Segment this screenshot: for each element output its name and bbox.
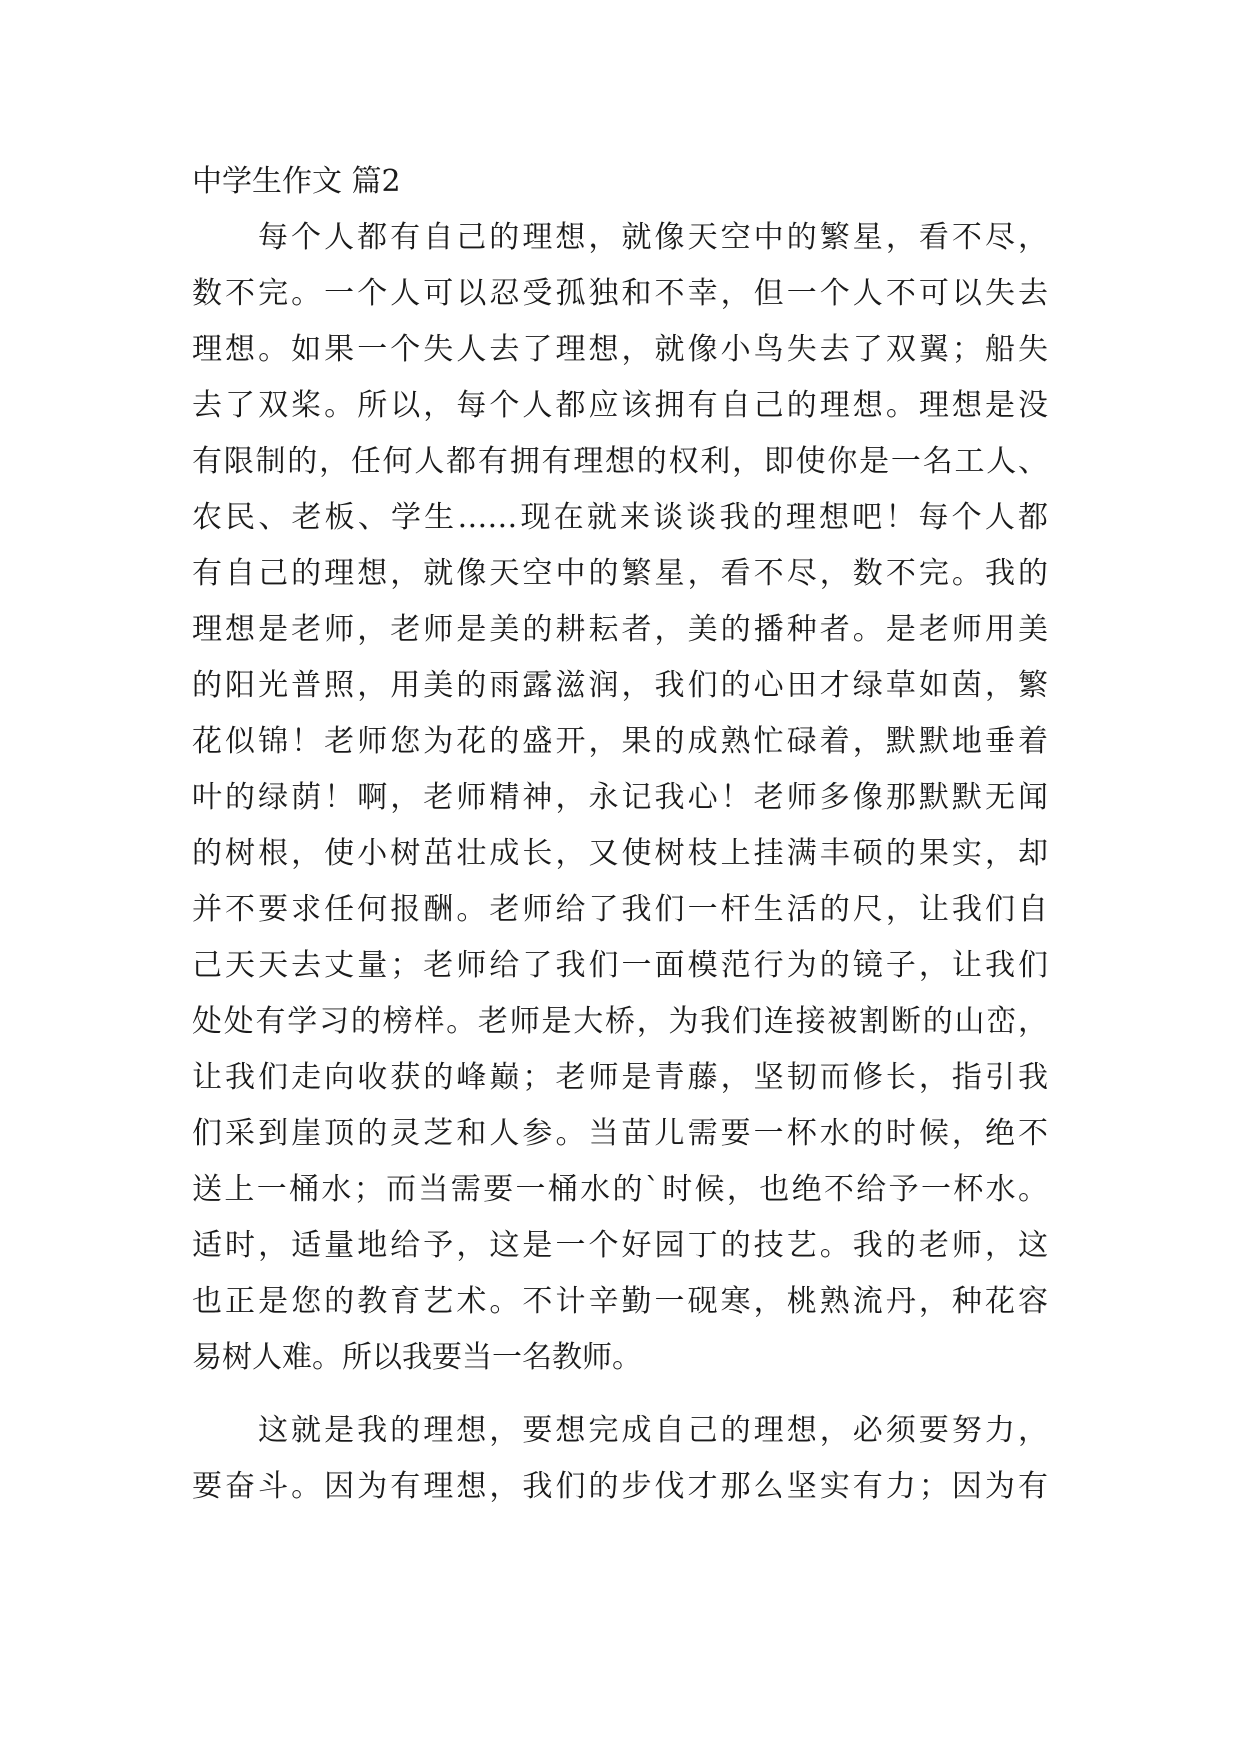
- paragraph-2-line-2: 要奋斗。因为有理想，我们的步伐才那么坚实有力；因为有: [192, 1469, 1048, 1504]
- paragraph-1-line-20: 也正是您的教育艺术。不计辛勤一砚寒，桃熟流丹，种花容: [192, 1284, 1048, 1319]
- paragraph-1-line-7: 有自己的理想，就像天空中的繁星，看不尽，数不完。我的: [192, 556, 1048, 591]
- paragraph-1-line-12: 的树根，使小树茁壮成长，又使树枝上挂满丰硕的果实，却: [192, 836, 1048, 871]
- paragraph-1-line-21: 易树人难。所以我要当一名教师。: [192, 1340, 642, 1375]
- paragraph-1-line-14: 己天天去丈量；老师给了我们一面模范行为的镜子，让我们: [192, 948, 1048, 983]
- essay-title: 中学生作文 篇2: [192, 164, 401, 199]
- paragraph-1-line-15: 处处有学习的榜样。老师是大桥，为我们连接被割断的山峦，: [192, 1004, 1048, 1039]
- paragraph-1-line-17: 们采到崖顶的灵芝和人参。当苗儿需要一杯水的时候，绝不: [192, 1116, 1048, 1151]
- paragraph-1-line-13: 并不要求任何报酬。老师给了我们一杆生活的尺，让我们自: [192, 892, 1048, 927]
- paragraph-1-line-1: 每个人都有自己的理想，就像天空中的繁星，看不尽，: [258, 220, 1048, 255]
- paragraph-1-line-16: 让我们走向收获的峰巅；老师是青藤，坚韧而修长，指引我: [192, 1060, 1048, 1095]
- paragraph-1-line-5: 有限制的，任何人都有拥有理想的权利，即使你是一名工人、: [192, 444, 1048, 479]
- paragraph-1-line-8: 理想是老师，老师是美的耕耘者，美的播种者。是老师用美: [192, 612, 1048, 647]
- paragraph-1-line-19: 适时，适量地给予，这是一个好园丁的技艺。我的老师，这: [192, 1228, 1048, 1263]
- paragraph-1-line-18: 送上一桶水；而当需要一桶水的`时候，也绝不给予一杯水。: [192, 1172, 1048, 1207]
- paragraph-1-line-2: 数不完。一个人可以忍受孤独和不幸，但一个人不可以失去: [192, 276, 1048, 311]
- paragraph-1-line-6: 农民、老板、学生……现在就来谈谈我的理想吧！每个人都: [192, 500, 1048, 535]
- paragraph-1-line-10: 花似锦！老师您为花的盛开，果的成熟忙碌着，默默地垂着: [192, 724, 1048, 759]
- paragraph-1-line-4: 去了双桨。所以，每个人都应该拥有自己的理想。理想是没: [192, 388, 1048, 423]
- paragraph-1-line-9: 的阳光普照，用美的雨露滋润，我们的心田才绿草如茵，繁: [192, 668, 1048, 703]
- paragraph-1-line-11: 叶的绿荫！啊，老师精神，永记我心！老师多像那默默无闻: [192, 780, 1048, 815]
- paragraph-2-line-1: 这就是我的理想，要想完成自己的理想，必须要努力，: [258, 1413, 1048, 1448]
- paragraph-1-line-3: 理想。如果一个失人去了理想，就像小鸟失去了双翼；船失: [192, 332, 1048, 367]
